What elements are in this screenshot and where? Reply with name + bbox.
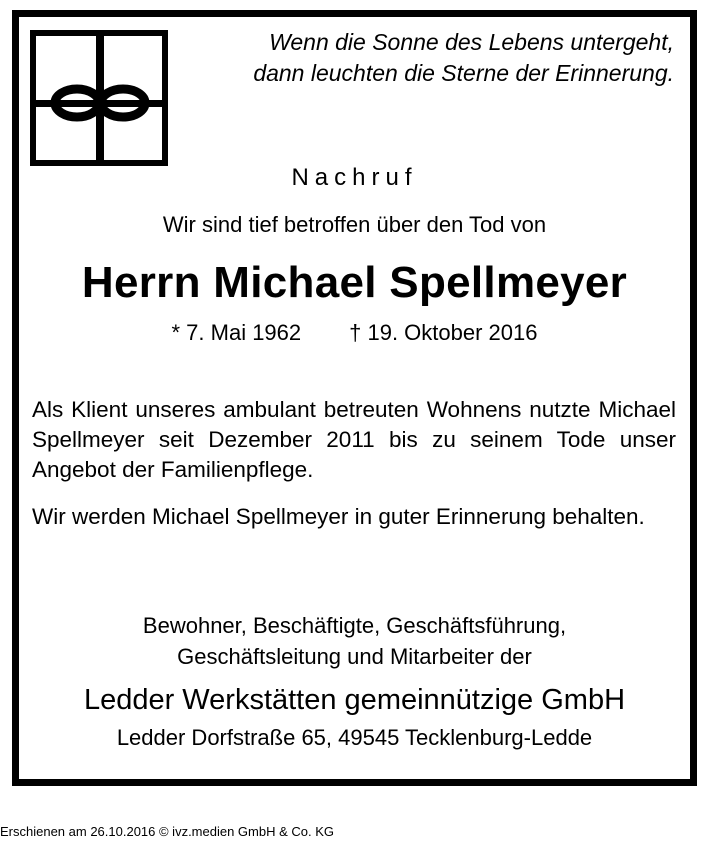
publication-footer: Erschienen am 26.10.2016 © ivz.medien GmbH & Co. KG bbox=[0, 824, 335, 839]
life-dates bbox=[12, 320, 697, 346]
company-address: Ledder Dorfstraße 65, 49545 Tecklenburg-Ledde bbox=[116, 725, 593, 750]
senders-block bbox=[12, 610, 697, 672]
death-date: † 19. Oktober 2016 bbox=[349, 320, 538, 345]
company-name: Ledder Werkstätten gemeinnützige GmbH bbox=[83, 684, 626, 716]
memorial-quote bbox=[194, 27, 674, 89]
body-paragraph-2: Wir werden Michael Spellmeyer in guter Erinnerung behalten. bbox=[32, 504, 645, 529]
senders-line-1: Bewohner, Beschäftigte, Geschäftsführung, bbox=[142, 613, 567, 638]
deceased-name: Herrn Michael Spellmeyer bbox=[81, 258, 628, 307]
quote-line-2: dann leuchten die Sterne der Erinnerung. bbox=[253, 60, 674, 86]
body-paragraph-1: Als Klient unseres ambulant betreuten Wohnens nutzte Michael Spellmeyer seit Dezember 2011 bis zu seinem Tode unser Angebot der Familienpflege. bbox=[32, 397, 676, 482]
senders-line-2: Geschäftsleitung und Mitarbeiter der bbox=[177, 644, 532, 669]
birth-date: * 7. Mai 1962 bbox=[171, 320, 302, 345]
intro-text: Wir sind tief betroffen über den Tod von bbox=[162, 212, 547, 237]
window-cross-logo-icon bbox=[30, 30, 168, 166]
obituary-heading: Nachruf bbox=[291, 164, 418, 191]
quote-line-1: Wenn die Sonne des Lebens untergeht, bbox=[269, 29, 674, 55]
